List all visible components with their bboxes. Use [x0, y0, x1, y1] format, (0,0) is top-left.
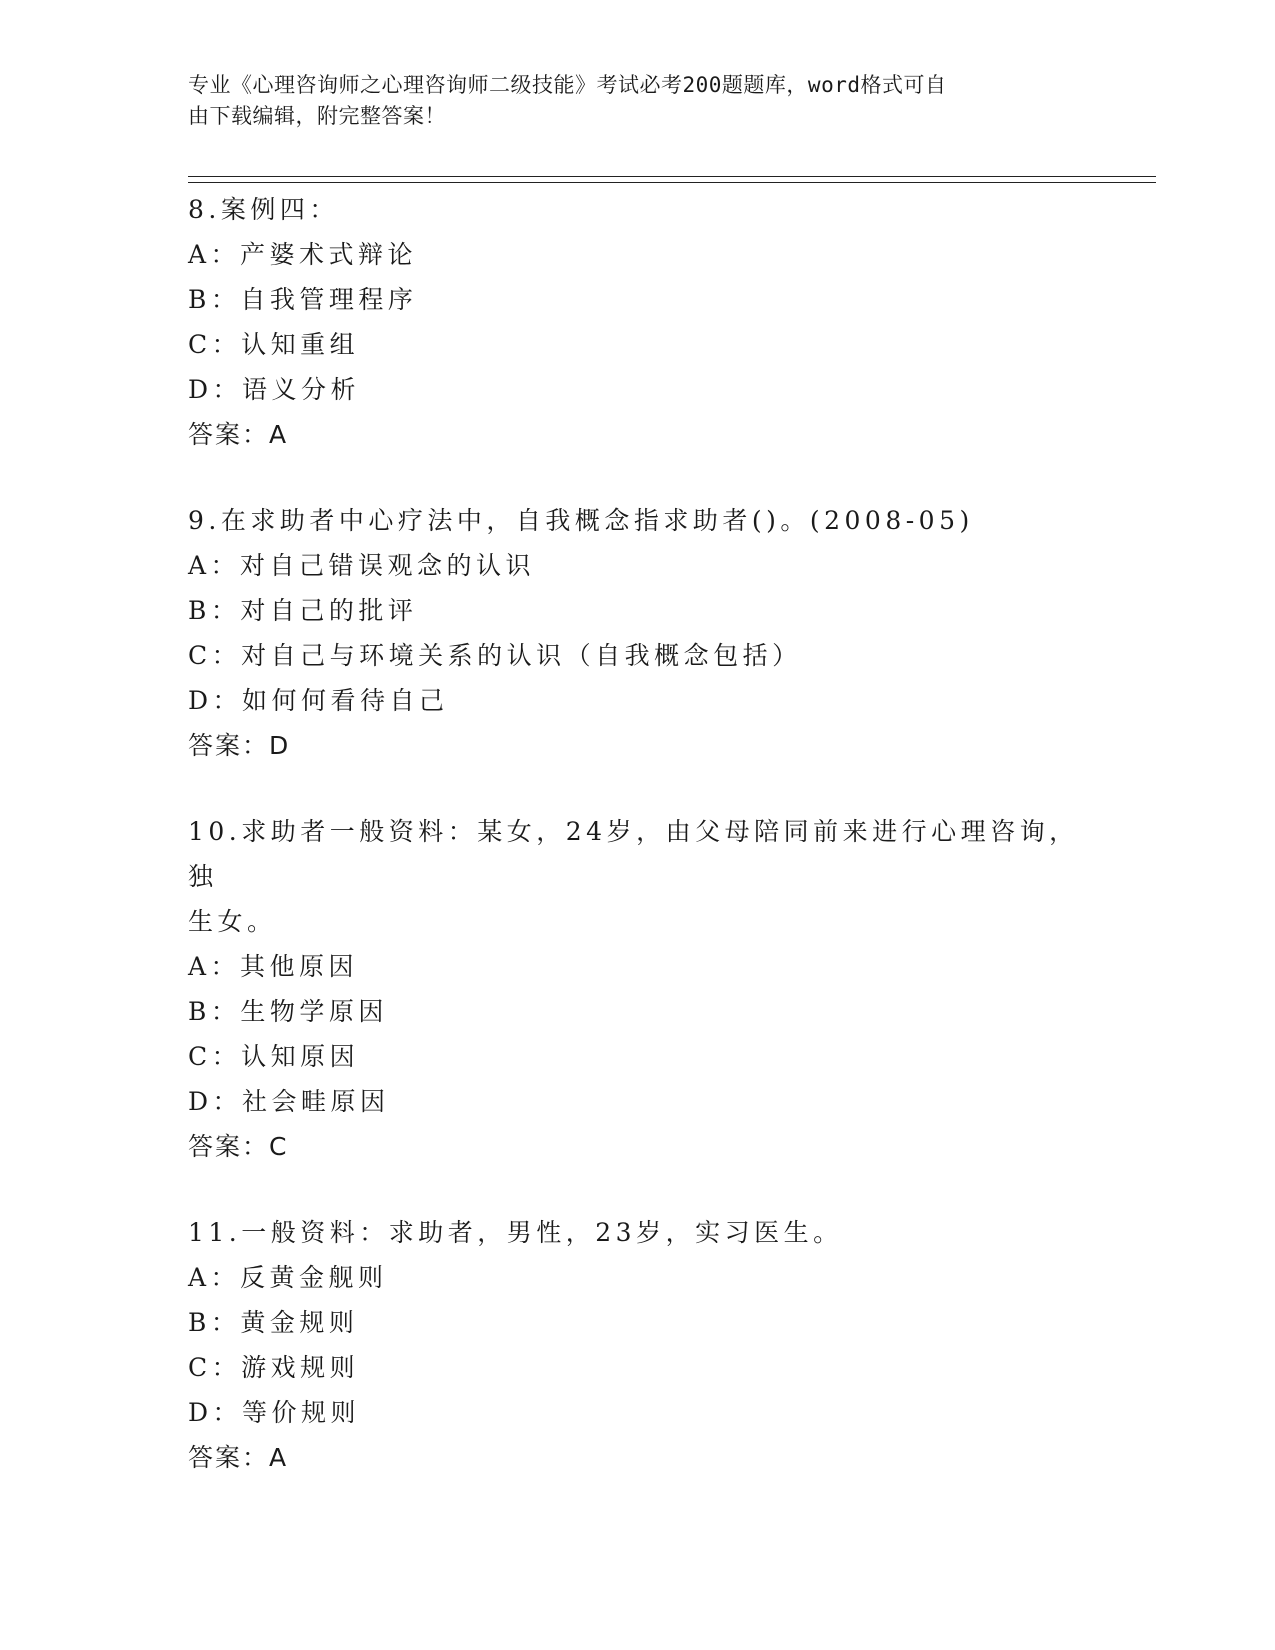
question-stem: 9.在求助者中心疗法中，自我概念指求助者()。(2008-05): [188, 506, 974, 535]
option-d: D：如何何看待自己: [188, 686, 449, 715]
option-b: B：黄金规则: [188, 1308, 359, 1337]
header-line-1: 专业《心理咨询师之心理咨询师二级技能》考试必考200题题库，word格式可自: [188, 73, 947, 97]
answer: 答案：C: [188, 1132, 289, 1161]
option-a: A：对自己错误观念的认识: [188, 551, 536, 580]
question-stem-line-1: 10.求助者一般资料：某女，24岁，由父母陪同前来进行心理咨询，独: [188, 817, 1079, 891]
option-c: C：对自己与环境关系的认识（自我概念包括）: [188, 641, 802, 670]
option-c: C：认知原因: [188, 1042, 360, 1071]
header-rule-bottom: [188, 182, 1156, 183]
question-9: [188, 498, 1108, 769]
header-rule-top: [188, 176, 1156, 177]
question-8: [188, 187, 1108, 458]
answer: 答案：A: [188, 420, 289, 449]
option-a: A：其他原因: [188, 952, 359, 981]
document-header: [188, 70, 1088, 132]
answer: 答案：A: [188, 1443, 289, 1472]
option-a: A：反黄金舰则: [188, 1263, 388, 1292]
question-stem-line-2: 生女。: [188, 907, 277, 936]
question-10: [188, 809, 1108, 1170]
question-list: [188, 187, 1108, 1521]
option-c: C：认知重组: [188, 330, 360, 359]
option-b: B：生物学原因: [188, 997, 388, 1026]
answer: 答案：D: [188, 731, 291, 760]
option-b: B：自我管理程序: [188, 285, 418, 314]
option-a: A：产婆术式辩论: [188, 240, 418, 269]
option-c: C：游戏规则: [188, 1353, 360, 1382]
option-b: B：对自己的批评: [188, 596, 418, 625]
question-stem: 11.一般资料：求助者，男性，23岁，实习医生。: [188, 1218, 843, 1247]
question-stem: 8.案例四：: [188, 195, 339, 224]
option-d: D：等价规则: [188, 1398, 361, 1427]
option-d: D：语义分析: [188, 375, 361, 404]
question-11: [188, 1210, 1108, 1481]
header-line-2: 由下载编辑，附完整答案！: [188, 104, 446, 128]
option-d: D：社会畦原因: [188, 1087, 390, 1116]
